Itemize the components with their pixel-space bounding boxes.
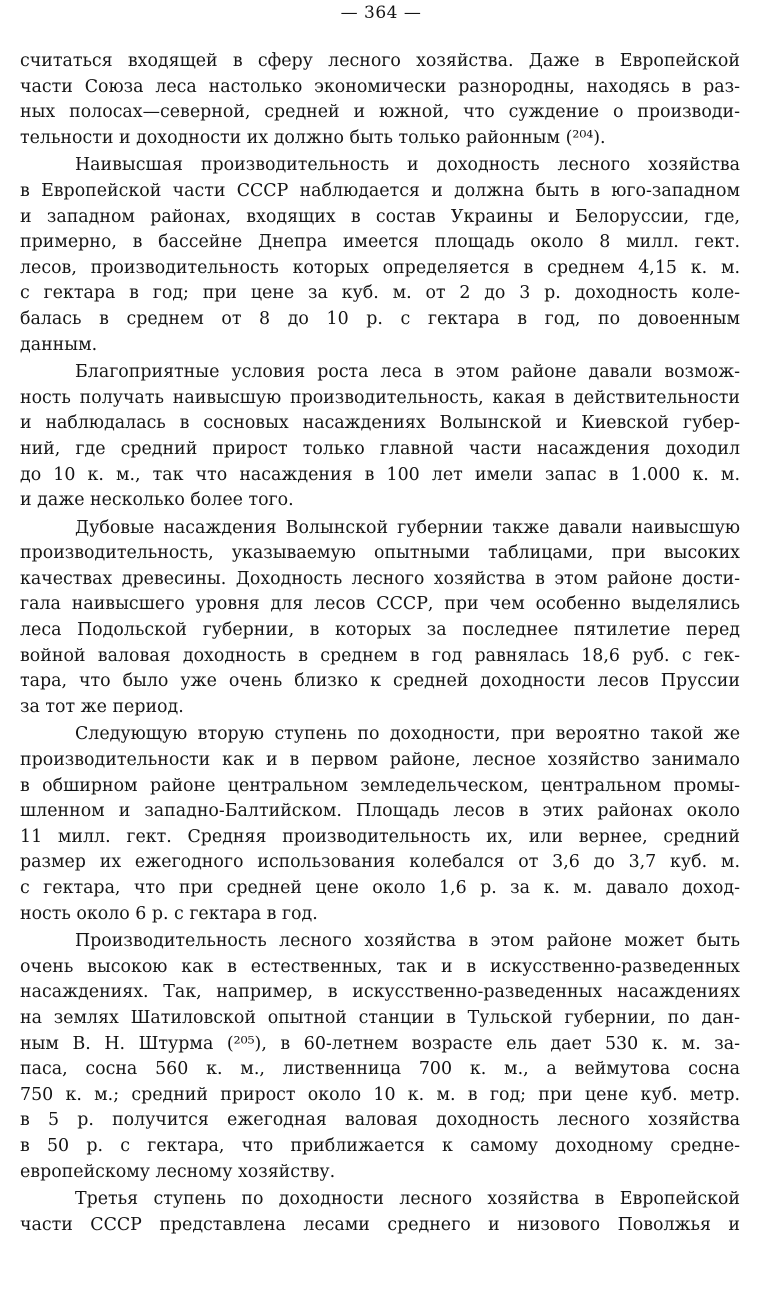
text-line: очень высокою как в естественных, так и в искусственно-разведенных: [20, 956, 740, 977]
text-line: Наивысшая производительность и доходность лесного хозяйства: [75, 155, 740, 176]
paragraph: [20, 929, 740, 1185]
text-line: ний, где средний прирост только главной части насаждения доходил: [20, 438, 740, 459]
text-line: в обширном районе центральном земледельческом, центральном промы-: [20, 775, 740, 796]
text-line: войной валовая доходность в среднем в год равнялась 18,6 руб. с гек-: [20, 645, 740, 666]
text-line: леса Подольской губернии, в которых за последнее пятилетие перед: [20, 620, 740, 641]
text-line: балась в среднем от 8 до 10 р. с гектара в год, по довоенным: [20, 308, 740, 329]
text-line: данным.: [20, 334, 98, 355]
text-line: Производительность лесного хозяйства в этом районе может быть: [75, 931, 740, 952]
text-line: ным В. Н. Штурма (²⁰⁵), в 60-летнем возрасте ель дает 530 к. м. за-: [20, 1033, 740, 1054]
paragraph: [20, 153, 740, 358]
text-line: Благоприятные условия роста леса в этом районе давали возмож-: [75, 362, 740, 383]
page-number: — 364 —: [340, 3, 422, 23]
text-line: тельности и доходности их должно быть только районным (²⁰⁴).: [20, 127, 606, 148]
paragraph: [20, 1187, 740, 1238]
text-line: на землях Шатиловской опытной станции в Тульской губернии, по дан-: [20, 1007, 740, 1028]
text-line: производительности как и в первом районе, лесное хозяйство занимало: [20, 750, 740, 771]
text-line: паса, сосна 560 к. м., лиственница 700 к. м., а веймутова сосна: [20, 1059, 740, 1080]
text-line: шленном и западно-Балтийском. Площадь лесов в этих районах около: [20, 801, 740, 822]
text-line: насаждениях. Так, например, в искусственно-разведенных насаждениях: [20, 982, 740, 1003]
text-line: европейскому лесному хозяйству.: [20, 1161, 336, 1182]
text-line: ность около 6 р. с гектара в год.: [20, 903, 318, 924]
paragraph: [20, 722, 740, 927]
text-line: 750 к. м.; средний прирост около 10 к. м. в год; при цене куб. метр.: [20, 1084, 740, 1105]
text-line: в 5 р. получится ежегодная валовая доходность лесного хозяйства: [20, 1110, 740, 1131]
text-line: 11 милл. гект. Средняя производительность их, или вернее, средний: [20, 826, 740, 847]
text-line: и западном районах, входящих в состав Украины и Белоруссии, где,: [20, 206, 740, 227]
text-line: ность получать наивысшую производительность, какая в действительности: [20, 387, 740, 408]
text-line: гала наивысшего уровня для лесов СССР, при чем особенно выделялись: [20, 594, 740, 615]
text-line: до 10 к. м., так что насаждения в 100 лет имели запас в 1.000 к. м.: [20, 464, 740, 485]
text-line: лесов, производительность которых определяется в среднем 4,15 к. м.: [20, 257, 740, 278]
text-line: качествах древесины. Доходность лесного хозяйства в этом районе дости-: [20, 568, 740, 589]
text-line: с гектара в год; при цене за куб. м. от 2 до 3 р. доходность коле-: [20, 283, 740, 304]
paragraph: [20, 49, 740, 151]
text-line: Третья ступень по доходности лесного хозяйства в Европейской: [75, 1189, 740, 1210]
text-line: части СССР представлена лесами среднего и низового Поволжья и: [20, 1214, 740, 1235]
text-line: в 50 р. с гектара, что приближается к самому доходному средне-: [20, 1135, 740, 1156]
text-line: с гектара, что при средней цене около 1,6 р. за к. м. давало доход-: [20, 878, 740, 898]
text-line: считаться входящей в сферу лесного хозяйства. Даже в Европейской: [20, 51, 740, 71]
text-line: Следующую вторую ступень по доходности, при вероятно такой же: [75, 724, 740, 745]
text-line: части Союза леса настолько экономически разнородны, находясь в раз-: [20, 76, 740, 97]
paragraph: [20, 360, 740, 514]
paragraph: [20, 516, 740, 721]
text-line: и даже несколько более того.: [20, 490, 294, 511]
text-line: в Европейской части СССР наблюдается и должна быть в юго-западном: [20, 180, 740, 201]
text-line: Дубовые насаждения Волынской губернии также давали наивысшую: [75, 517, 740, 538]
body-text: [20, 49, 740, 1240]
text-line: за тот же период.: [20, 696, 184, 717]
text-line: ных полосах—северной, средней и южной, что суждение о производи-: [20, 102, 740, 123]
text-line: и наблюдалась в сосновых насаждениях Волынской и Киевской губер-: [20, 413, 740, 434]
text-line: тара, что было уже очень близко к средней доходности лесов Пруссии: [20, 671, 740, 692]
text-line: размер их ежегодного использования колебался от 3,6 до 3,7 куб. м.: [20, 852, 740, 873]
text-line: производительность, указываемую опытными таблицами, при высоких: [20, 543, 740, 564]
text-line: примерно, в бассейне Днепра имеется площадь около 8 милл. гект.: [20, 232, 740, 253]
